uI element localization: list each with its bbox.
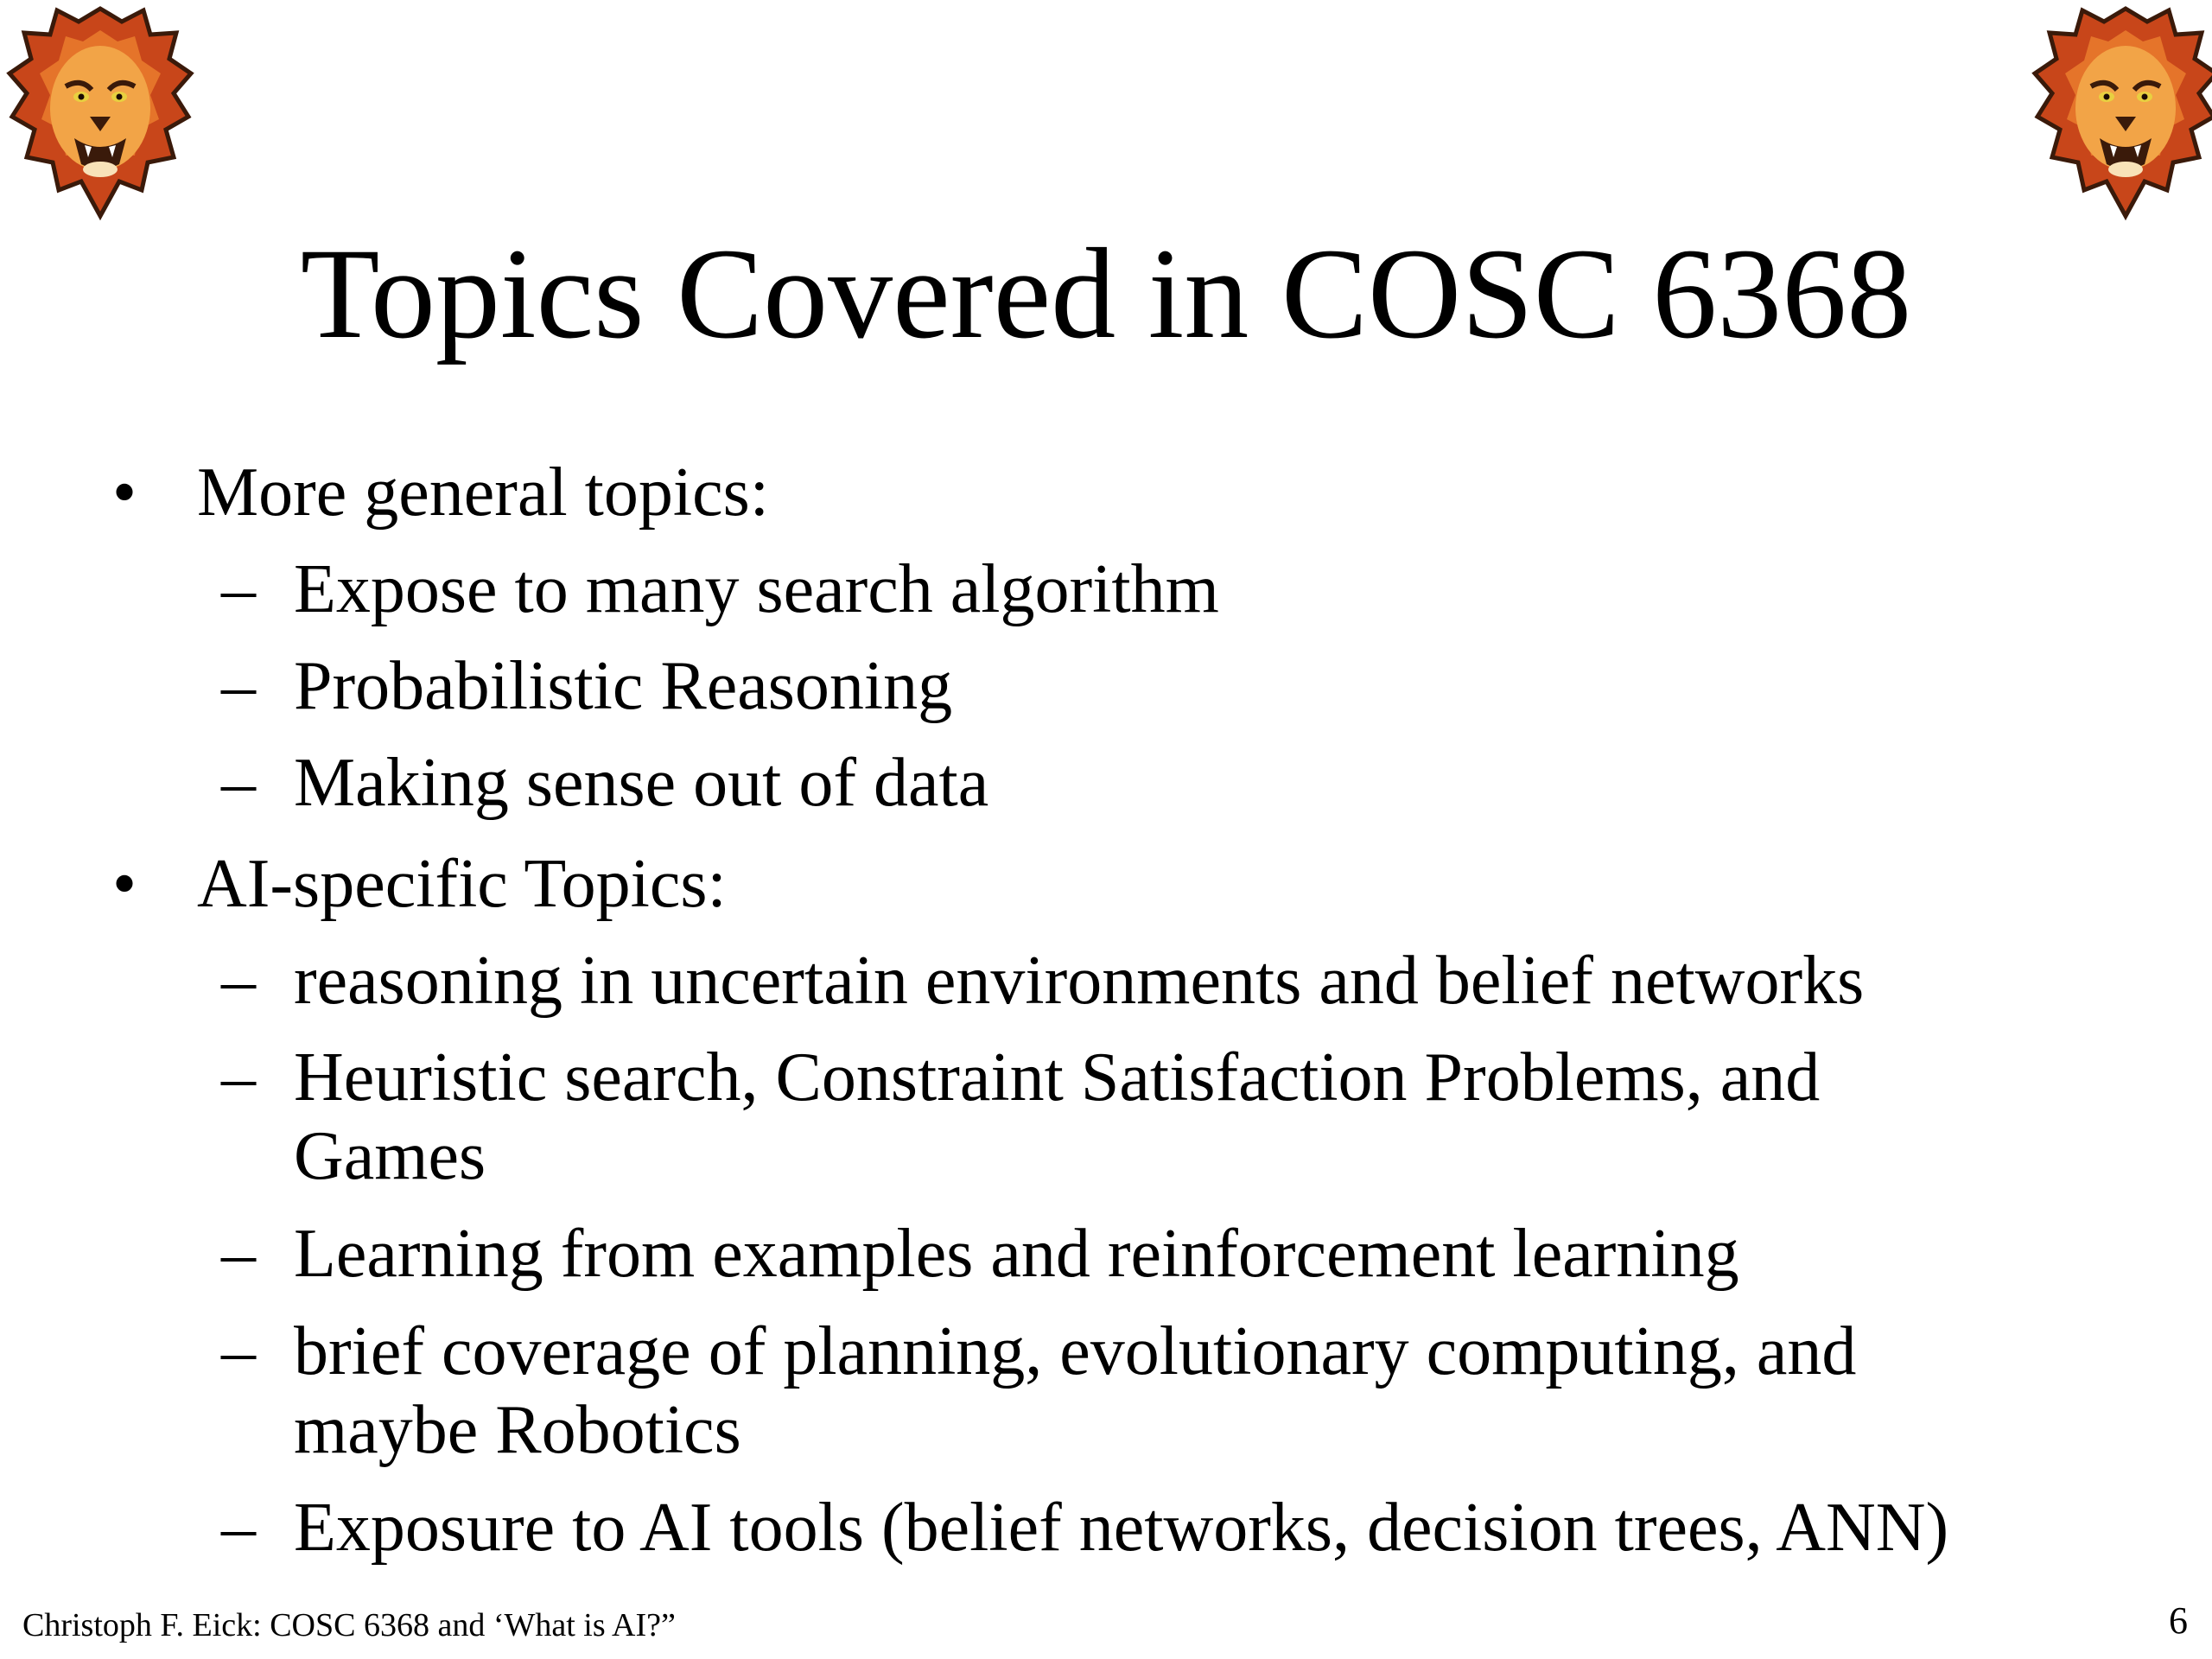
dash-icon: –: [221, 1039, 256, 1116]
dash-icon: –: [221, 551, 256, 627]
bullet-icon: •: [112, 454, 137, 531]
dash-icon: –: [221, 745, 256, 821]
dash-icon: –: [221, 1490, 256, 1566]
sub-bullet-text: Making sense out of data: [294, 745, 989, 821]
sub-bullet-text: Learning from examples and reinforcement learning: [294, 1216, 1739, 1292]
sub-bullet-text: reasoning in uncertain environments and belief networks: [294, 943, 1865, 1019]
dash-icon: –: [221, 1216, 256, 1292]
sub-bullet-text: Games: [294, 1118, 486, 1194]
slide-title: Topics Covered in COSC 6368: [300, 222, 1912, 365]
sub-bullet-text: Exposure to AI tools (belief networks, decision trees, ANN): [294, 1490, 1949, 1566]
bullet-text: AI-specific Topics:: [197, 846, 727, 922]
dash-icon: –: [221, 648, 256, 724]
bullet-text: More general topics:: [197, 454, 769, 531]
sub-bullet-text: Probabilistic Reasoning: [294, 648, 953, 724]
dash-icon: –: [221, 943, 256, 1019]
sub-bullet-text: Heuristic search, Constraint Satisfaction Problems, and: [294, 1039, 1821, 1116]
sub-bullet-text: maybe Robotics: [294, 1392, 741, 1468]
dash-icon: –: [221, 1313, 256, 1389]
slide-footer: Christoph F. Eick: COSC 6368 and ‘What is AI?”: [22, 1607, 676, 1643]
page-number: 6: [2169, 1599, 2188, 1642]
sub-bullet-text: Expose to many search algorithm: [294, 551, 1219, 627]
bullet-icon: •: [112, 846, 137, 922]
sub-bullet-text: brief coverage of planning, evolutionary computing, and: [294, 1313, 1857, 1389]
